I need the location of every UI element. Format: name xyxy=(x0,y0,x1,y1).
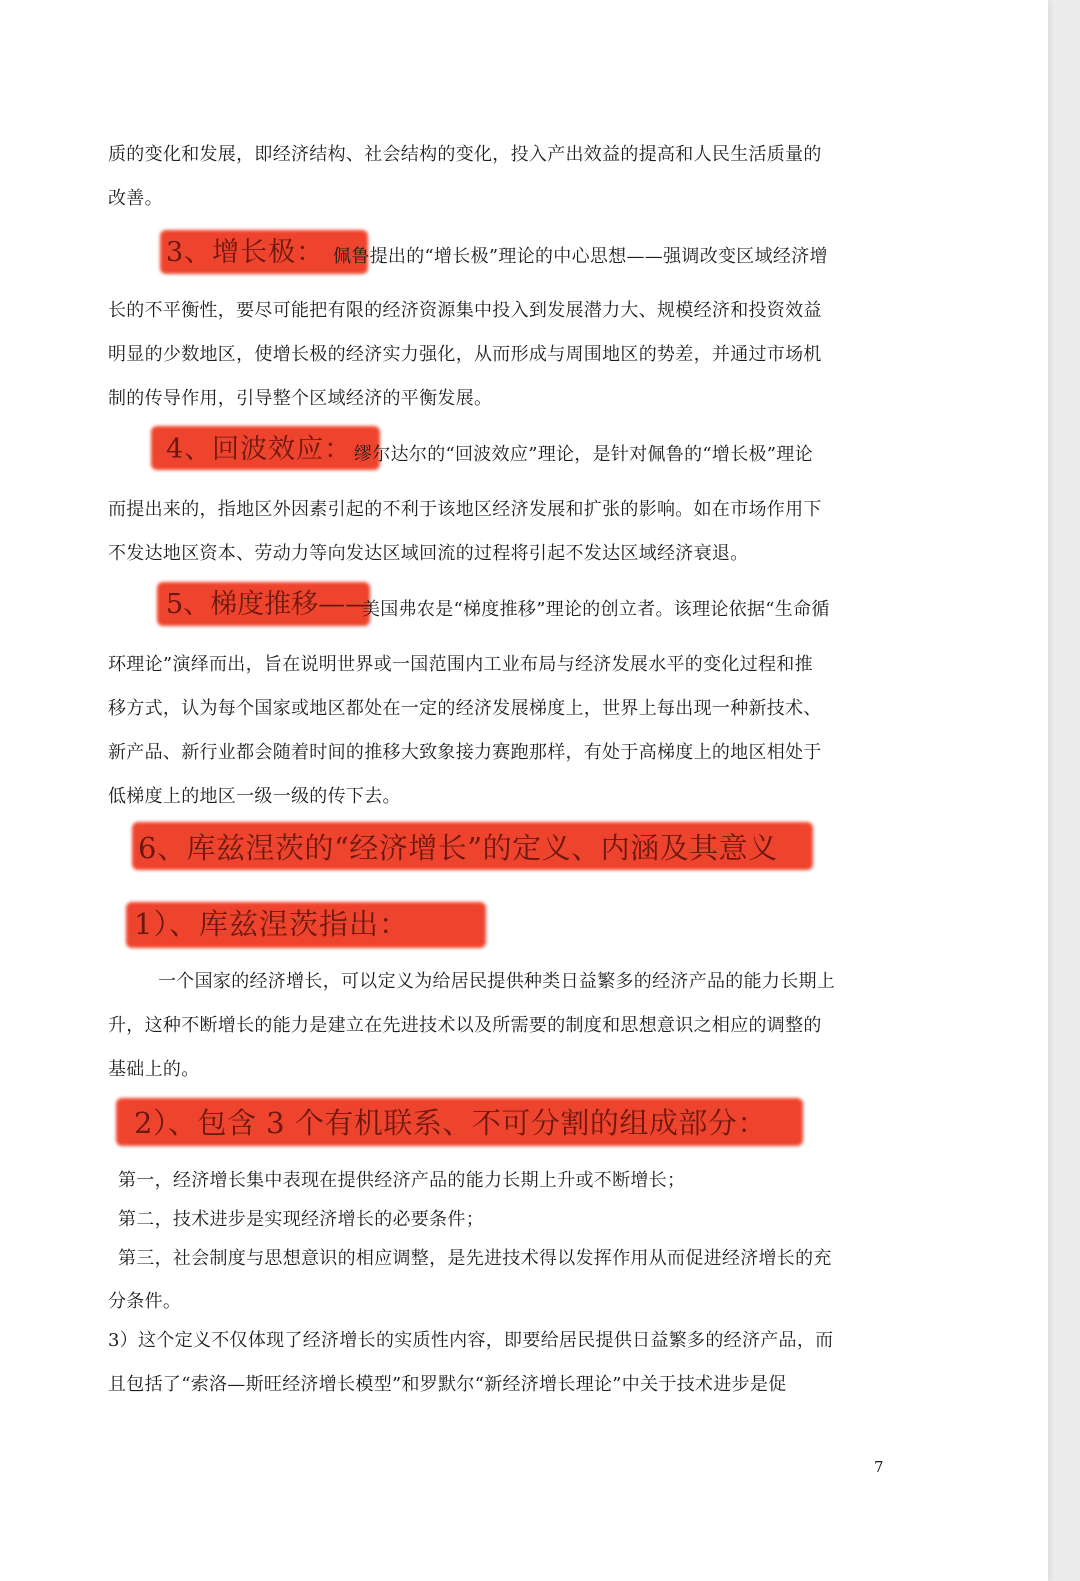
list-item-continuation: 分条件。 xyxy=(108,1291,182,1312)
paragraph-line: 而提出来的，指地区外因素引起的不利于该地区经济发展和扩张的影响。如在市场作用下 xyxy=(108,499,822,520)
paragraph-line: 质的变化和发展，即经济结构、社会结构的变化，投入产出效益的提高和人民生活质量的 xyxy=(108,144,822,165)
page-number: 7 xyxy=(874,1458,884,1476)
list-item: 第三，社会制度与思想意识的相应调整，是先进技术得以发挥作用从而促进经济增长的充 xyxy=(118,1248,832,1269)
section-heading-backwash-effect: 4、回波效应： xyxy=(166,434,353,465)
paragraph-line: 长的不平衡性，要尽可能把有限的经济资源集中投入到发展潜力大、规模经济和投资效益 xyxy=(108,300,822,321)
paragraph-line: 缪尔达尔的“回波效应”理论，是针对佩鲁的“增长极”理论 xyxy=(354,444,813,465)
paragraph-line: 佩鲁提出的“增长极”理论的中心思想——强调改变区域经济增 xyxy=(333,246,828,267)
paragraph-line: 环理论”演绎而出，旨在说明世界或一国范围内工业布局与经济发展水平的变化过程和推 xyxy=(108,654,813,675)
paragraph-line: 不发达地区资本、劳动力等向发达区域回流的过程将引起不发达区域经济衰退。 xyxy=(108,543,749,564)
paragraph-line: 制的传导作用，引导整个区域经济的平衡发展。 xyxy=(108,388,493,409)
paragraph-line: 改善。 xyxy=(108,188,163,209)
paragraph-line: 3）这个定义不仅体现了经济增长的实质性内容，即要给居民提供日益繁多的经济产品，而 xyxy=(108,1330,834,1351)
section-heading-gradient-shift: 5、梯度推移—— xyxy=(166,589,373,620)
list-item: 第一，经济增长集中表现在提供经济产品的能力长期上升或不断增长； xyxy=(118,1170,686,1191)
paragraph-line: 新产品、新行业都会随着时间的推移大致象接力赛跑那样，有处于高梯度上的地区相处于 xyxy=(108,742,822,763)
section-heading-growth-pole: 3、增长极： xyxy=(166,237,325,268)
list-item: 第二，技术进步是实现经济增长的必要条件； xyxy=(118,1209,484,1230)
paragraph-line: 移方式，认为每个国家或地区都处在一定的经济发展梯度上，世界上每出现一种新技术、 xyxy=(108,698,822,719)
subheading-kuznets-points-out: 1）、库兹涅茨指出： xyxy=(134,907,409,941)
paragraph-line: 明显的少数地区，使增长极的经济实力强化，从而形成与周围地区的势差，并通过市场机 xyxy=(108,344,822,365)
paragraph-line: 且包括了“索洛—斯旺经济增长模型”和罗默尔“新经济增长理论”中关于技术进步是促 xyxy=(108,1374,787,1395)
paragraph-line: 美国弗农是“梯度推移”理论的创立者。该理论依据“生命循 xyxy=(362,599,830,620)
paragraph-line: 一个国家的经济增长，可以定义为给居民提供种类日益繁多的经济产品的能力长期上 xyxy=(158,971,836,992)
paragraph-line: 升，这种不断增长的能力是建立在先进技术以及所需要的制度和思想意识之相应的调整的 xyxy=(108,1015,822,1036)
paragraph-line: 低梯度上的地区一级一级的传下去。 xyxy=(108,786,401,807)
paragraph-line: 基础上的。 xyxy=(108,1059,200,1080)
section-heading-kuznets-definition: 6、库兹涅茨的“经济增长”的定义、内涵及其意义 xyxy=(138,831,778,865)
subheading-three-components: 2）、包含 3 个有机联系、不可分割的组成部分： xyxy=(134,1106,767,1140)
